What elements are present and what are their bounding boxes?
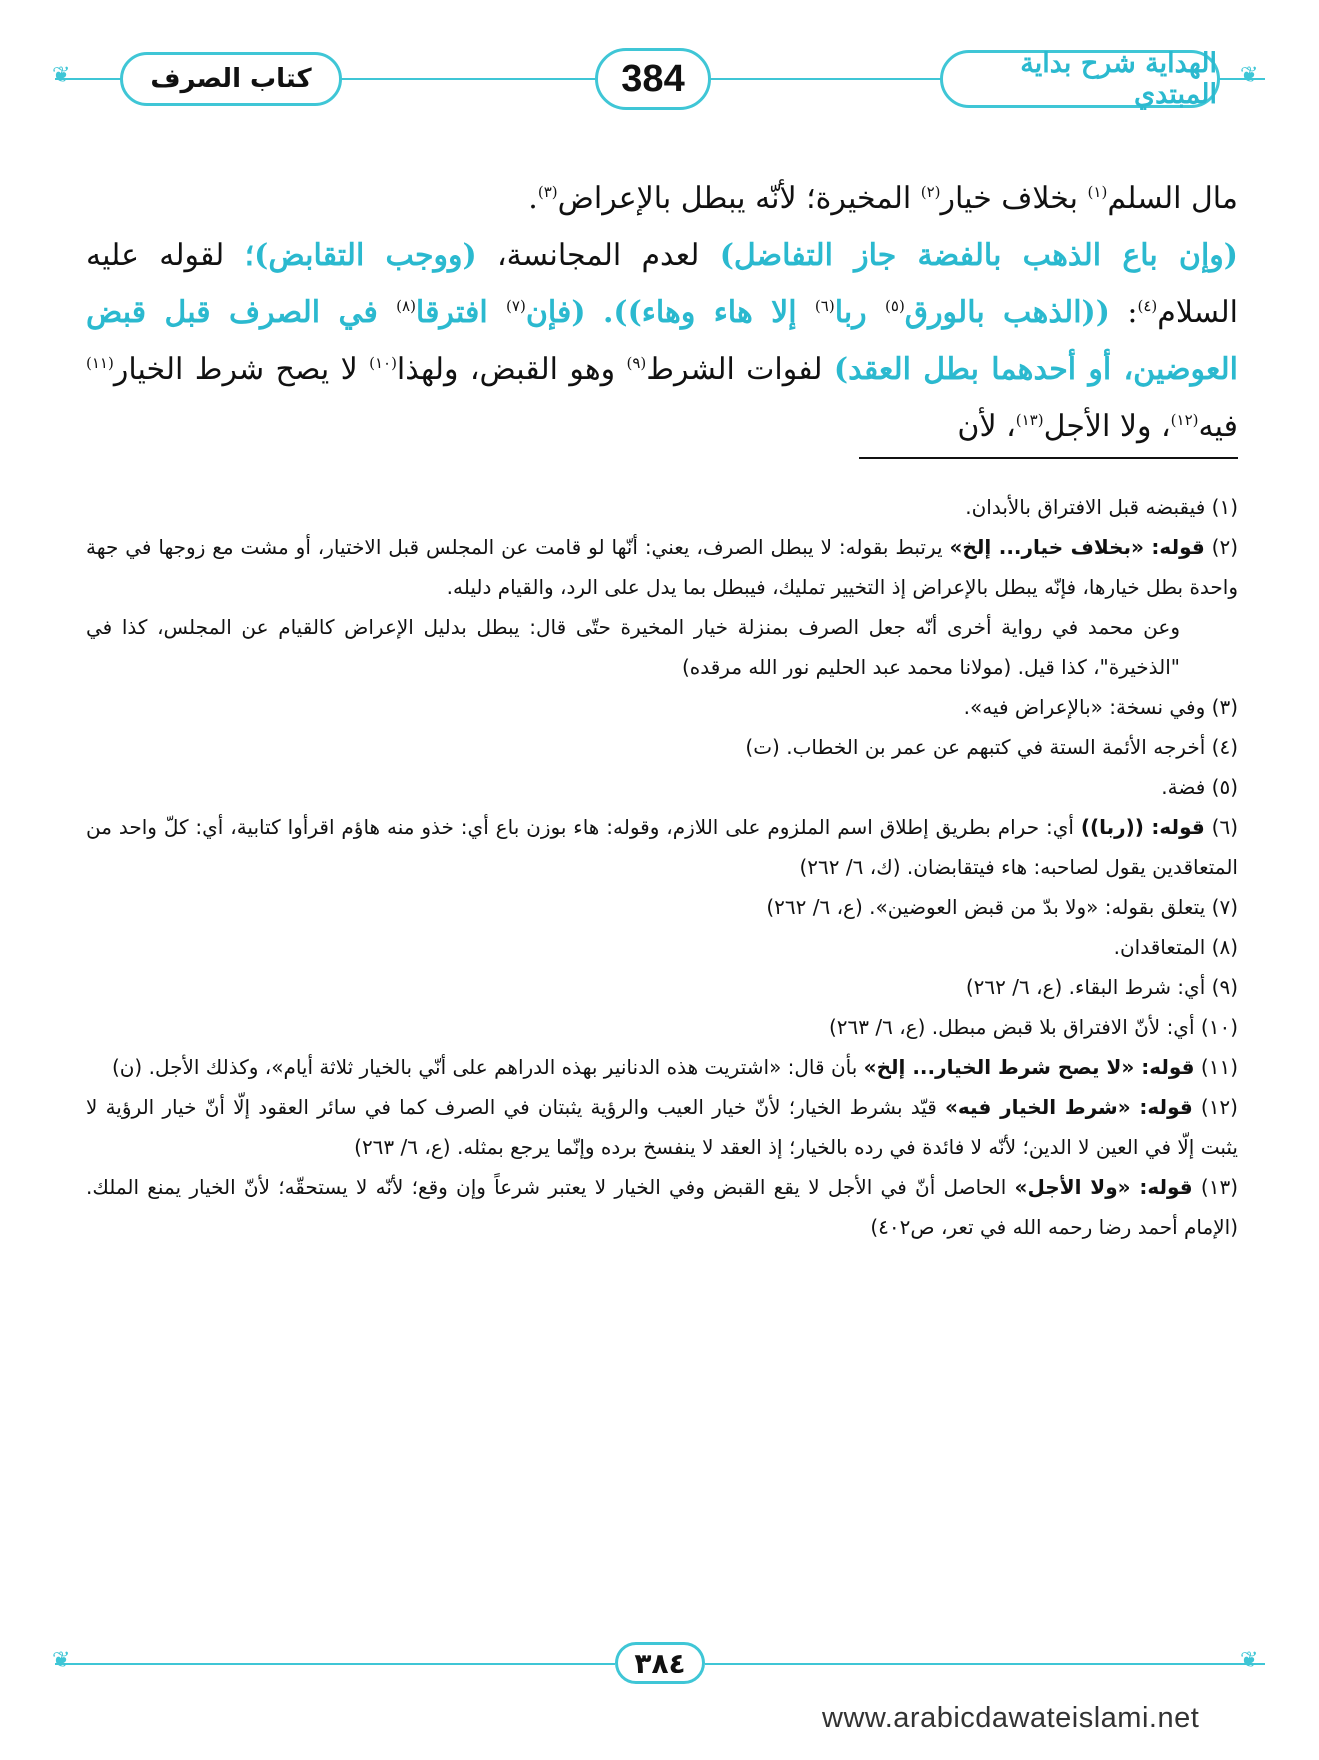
footnote-lemma: قوله: «بخلاف خيار... إلخ» xyxy=(949,535,1205,559)
matn-text: ((الذهب بالورق xyxy=(904,295,1110,330)
left-ornament-icon: ❦ xyxy=(52,63,71,88)
footnote-ref: (١٣) xyxy=(1015,411,1044,429)
footnote-ref: (١٠) xyxy=(369,354,397,372)
footer-page-number-box xyxy=(615,1642,705,1684)
footnote xyxy=(86,1047,1238,1087)
matn-text: (ووجب التقابض)؛ xyxy=(244,238,477,273)
footnote-ref: (٩) xyxy=(626,354,647,372)
footnote-number: (٥) xyxy=(1205,775,1238,799)
footnote-number: (٦) xyxy=(1204,815,1238,839)
page-number: 384 xyxy=(621,57,685,100)
footnote-text: الحاصل أنّ في الأجل لا يقع القبض وفي الخيار لا يعتبر شرعاً وإن وقع؛ لأنّه لا يستحقّه؛ لأنّ الخيار يمنع الملك. (الإمام أحمد رضا رحمه الله في تعر، ص٤٠٢) xyxy=(86,1175,1238,1239)
matn-text: افترقا xyxy=(415,295,507,330)
footnote-text: أخرجه الأئمة الستة في كتبهم عن عمر بن الخطاب. (ت) xyxy=(745,735,1206,759)
commentary-text: بخلاف خيار xyxy=(940,181,1088,216)
footer-left-ornament-icon: ❦ xyxy=(52,1648,71,1673)
footnote xyxy=(86,887,1238,927)
footnote-text: المتعاقدان. xyxy=(1113,935,1206,959)
footnote-number: (٨) xyxy=(1205,935,1238,959)
commentary-text: المخيرة؛ لأنّه يبطل بالإعراض xyxy=(557,181,921,216)
footnote-text: فيقبضه قبل الافتراق بالأبدان. xyxy=(965,495,1206,519)
footnote-ref: (٤) xyxy=(1137,297,1158,315)
footnote-ref: (٧) xyxy=(506,297,526,315)
footnote-text: بأن قال: «اشتريت هذه الدنانير بهذه الدراهم على أنّي بالخيار ثلاثة أيام»، وكذلك الأجل. (ن) xyxy=(111,1055,864,1079)
footnote-number: (١٠) xyxy=(1194,1015,1238,1039)
website-watermark: www.arabicdawateislami.net xyxy=(822,1702,1200,1734)
main-text xyxy=(86,170,1238,455)
commentary-text: لقوله عليه السلام xyxy=(86,238,1238,330)
footnote-lemma: قوله: «ولا الأجل» xyxy=(1014,1175,1193,1199)
commentary-text: وهو القبض، ولهذا xyxy=(396,352,627,387)
footnote-text: فضة. xyxy=(1161,775,1206,799)
series-title: الهداية شرح بداية المبتدي xyxy=(1020,48,1217,110)
footnote xyxy=(86,527,1238,607)
footnote-number: (٢) xyxy=(1204,535,1239,559)
footer-rule xyxy=(55,1663,615,1665)
footnote xyxy=(86,927,1238,967)
commentary-text: ، لأن xyxy=(957,409,1016,444)
footnote xyxy=(86,487,1238,527)
footnote-ref: (٦) xyxy=(814,297,835,315)
commentary-text: مال السلم xyxy=(1107,181,1238,216)
footnote-ref: (١) xyxy=(1087,183,1108,201)
footnote-number: (٣) xyxy=(1205,695,1238,719)
book-title-box xyxy=(120,52,342,106)
footnote xyxy=(86,1007,1238,1047)
footnote-number: (١) xyxy=(1205,495,1238,519)
footnote-lemma: قوله: «لا يصح شرط الخيار... إلخ» xyxy=(863,1055,1195,1079)
footnote xyxy=(86,767,1238,807)
main-paragraph xyxy=(86,170,1238,227)
commentary-text xyxy=(586,295,603,330)
commentary-text: : xyxy=(1109,295,1138,330)
footnote-number: (٧) xyxy=(1205,895,1238,919)
matn-text: (وإن باع الذهب بالفضة جاز التفاضل) xyxy=(719,238,1238,273)
footnote xyxy=(86,727,1238,767)
footnote-ref: (١٢) xyxy=(1170,411,1199,429)
commentary-text: لفوات الشرط xyxy=(646,352,834,387)
footnote-number: (٤) xyxy=(1205,735,1238,759)
matn-text: في الصرف قبل قبض العوضين، أو أحدهما بطل العقد) xyxy=(86,295,1238,387)
footnotes xyxy=(86,487,1238,1247)
footer-page-number: ٣٨٤ xyxy=(634,1646,686,1680)
commentary-text: لا يصح شرط الخيار xyxy=(113,352,370,387)
footnote-lemma: قوله: ((ربا)) xyxy=(1080,815,1205,839)
footnote-ref: (٢) xyxy=(920,183,941,201)
footnote xyxy=(86,687,1238,727)
footnote-ref: (١١) xyxy=(86,354,114,372)
commentary-text: لعدم المجانسة، xyxy=(476,238,720,273)
matn-text: ربا xyxy=(834,295,886,330)
right-ornament-icon: ❦ xyxy=(1240,63,1259,88)
footnote xyxy=(86,1087,1238,1167)
main-paragraph xyxy=(86,227,1238,455)
footnote-text: قيّد بشرط الخيار؛ لأنّ خيار العيب والرؤية يثبتان في الصرف كما في سائر العقود إلّا أنّ خيار الرؤية لا يثبت إلّا في العين لا الدين؛ لأنّه لا فائدة في رده بالخيار؛ إذ العقد لا ينفسخ برده وإنّما يرجع بمثله. (ع، ٦/ ٢٦٣) xyxy=(86,1095,1238,1159)
matn-text: إلا هاء وهاء)). xyxy=(602,295,815,330)
footnote-ref: (٣) xyxy=(537,183,558,201)
footnote xyxy=(86,607,1238,687)
commentary-text: ، ولا الأجل xyxy=(1043,409,1171,444)
footnote-text: وعن محمد في رواية أخرى أنّه جعل الصرف بمنزلة خيار المخيرة حتّى قال: يبطل بدليل الإعراض كالقيام عن المجلس، كذا في "الذخيرة"، كذا قيل. (مولانا محمد عبد الحليم نور الله مرقده) xyxy=(86,615,1180,679)
footnote-ref: (٨) xyxy=(396,297,416,315)
footnote-text: أي: حرام بطريق إطلاق اسم الملزوم على اللازم، وقوله: هاء بوزن باع أي: خذو منه هاؤم اقرأوا كتابية، أي: كلّ واحد من المتعاقدين يقول لصاحبه: هاء فيتقابضان. (ك، ٦/ ٢٦٢) xyxy=(86,815,1238,879)
footnote xyxy=(86,967,1238,1007)
commentary-text: فيه xyxy=(1198,409,1238,444)
footnote xyxy=(86,807,1238,887)
footer-right-ornament-icon: ❦ xyxy=(1240,1648,1259,1673)
commentary-text: . xyxy=(528,181,538,216)
footnote-text: يرتبط بقوله: لا يبطل الصرف، يعني: أنّها لو قامت عن المجلس قبل الاختيار، أو مشت مع زوجها في جهة واحدة بطل خيارها، فإنّه يبطل بالإعراض إذ التخيير تمليك، فيبطل بما يدل على الرد، والقيام دليله. xyxy=(86,535,1238,599)
footnote-lemma: قوله: «شرط الخيار فيه» xyxy=(945,1095,1193,1119)
footnote-separator xyxy=(859,457,1238,459)
footnote-text: وفي نسخة: «بالإعراض فيه». xyxy=(963,695,1206,719)
footnote-text: أي: شرط البقاء. (ع، ٦/ ٢٦٢) xyxy=(965,975,1206,999)
footnote-text: يتعلق بقوله: «ولا بدّ من قبض العوضين». (ع، ٦/ ٢٦٢) xyxy=(766,895,1206,919)
matn-text: (فإن xyxy=(525,295,586,330)
footnote-text: أي: لأنّ الافتراق بلا قبض مبطل. (ع، ٦/ ٢٦٣) xyxy=(828,1015,1195,1039)
page-number-box xyxy=(595,48,711,110)
footnote-number: (١١) xyxy=(1194,1055,1238,1079)
footnote-number: (١٣) xyxy=(1192,1175,1239,1199)
footnote-number: (٩) xyxy=(1205,975,1238,999)
footer-rule-right xyxy=(705,1663,1265,1665)
footnote xyxy=(86,1167,1238,1247)
footnote-number: (١٢) xyxy=(1192,1095,1238,1119)
book-title: كتاب الصرف xyxy=(150,64,312,94)
series-title-box xyxy=(940,50,1220,108)
footnote-ref: (٥) xyxy=(885,297,905,315)
